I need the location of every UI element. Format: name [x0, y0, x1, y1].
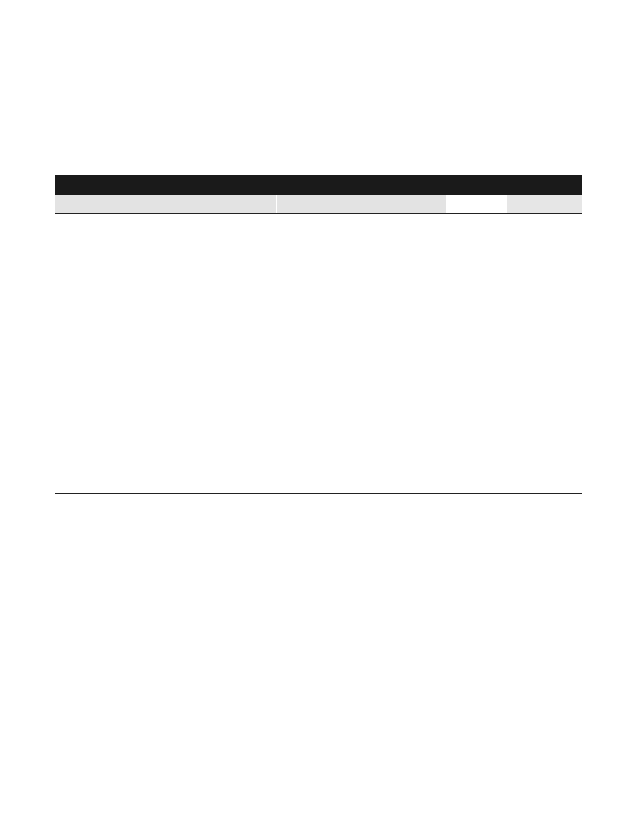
footnote-divider	[55, 493, 582, 494]
header-scale	[507, 195, 582, 213]
table-grid	[55, 195, 582, 214]
header-common-chores	[55, 195, 276, 213]
header-sporting-activities	[276, 195, 446, 213]
activity-table	[55, 175, 582, 214]
table-title	[55, 175, 582, 195]
